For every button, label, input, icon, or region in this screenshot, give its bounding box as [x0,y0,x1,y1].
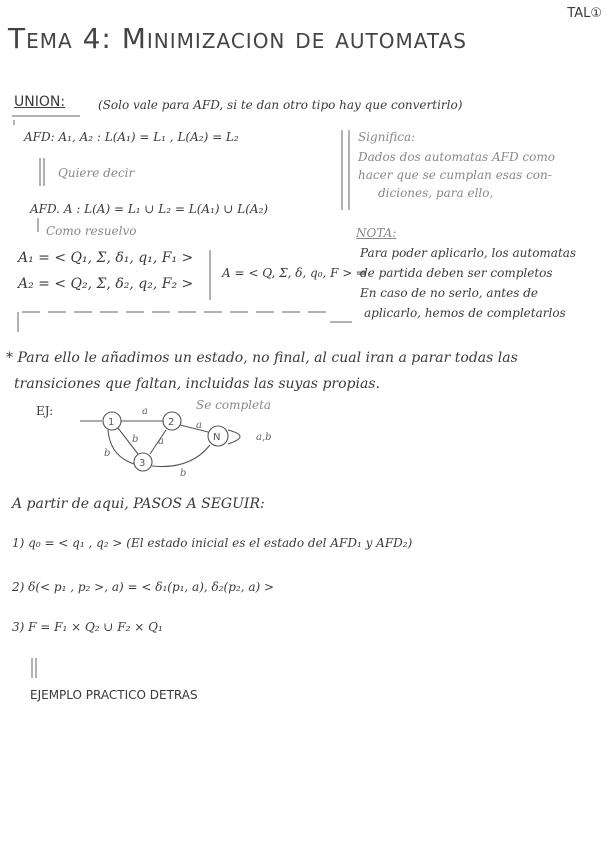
page-tag: TAL① [567,6,602,21]
state-3-label: 3 [139,458,146,469]
quiere-decir: Quiere decir [58,166,135,180]
state-n-label: N [213,432,221,443]
completion-line-1: * Para ello le añadimos un estado, no final, al cual iran a parar todas las [6,350,518,366]
a-tuple: A = < Q, Σ, δ, q₀, F > ⇒ [222,266,367,280]
nota-text-4: aplicarlo, hemos de completarlos [364,306,566,320]
ejemplo-label: EJEMPLO PRACTICO DETRAS [30,688,198,702]
edge-label-3: b [132,434,139,445]
significa-text-2: hacer que se cumplan esas con- [358,168,552,182]
significa-text-3: diciones, para ello, [378,186,494,200]
state-2-label: 2 [168,417,175,428]
edge-label-2: a [196,420,202,431]
edge-label-1: a [142,406,148,417]
afd-result: AFD. A : L(A) = L₁ ∪ L₂ = L(A₁) ∪ L(A₂) [30,202,269,216]
a1-tuple: A₁ = < Q₁, Σ, δ₁, q₁, F₁ > [18,250,194,266]
union-note: (Solo vale para AFD, si te dan otro tipo hay que convertirlo) [98,98,463,112]
edge-label-6: b [180,468,187,479]
state-1-label: 1 [108,417,115,428]
nota-text-2: de partida deben ser completos [360,266,553,280]
nota-label: NOTA: [356,226,397,240]
steps-intro: A partir de aqui, PASOS A SEGUIR: [12,496,265,512]
step-3: 3) F = F₁ × Q₂ ∪ F₂ × Q₁ [12,620,163,634]
union-heading: UNION: [14,94,66,110]
a2-tuple: A₂ = < Q₂, Σ, δ₂, q₂, F₂ > [18,276,194,292]
ej-label: EJ: [36,404,54,418]
edge-label-4: a [158,436,164,447]
nota-text-3: En caso de no serlo, antes de [360,286,538,300]
completion-line-2: transiciones que faltan, incluidas las suyas propias. [14,376,380,392]
como-resuelvo: Como resuelvo [46,224,137,238]
significa-text-1: Dados dos automatas AFD como [358,150,555,164]
page-title: Tema 4: Minimizacion de automatas [8,22,467,55]
nota-text-1: Para poder aplicarlo, los automatas [360,246,577,260]
significa-label: Significa: [358,130,416,144]
edge-label-5: b [104,448,111,459]
step-2: 2) δ(< p₁ , p₂ >, a) = < δ₁(p₁, a), δ₂(p₂, a) > [12,580,275,594]
step-1: 1) q₀ = < q₁ , q₂ > (El estado inicial es el estado del AFD₁ y AFD₂) [12,536,413,550]
edge-label-7: a,b [256,432,272,443]
se-completa-label: Se completa [196,398,272,412]
afd-line: AFD: A₁, A₂ : L(A₁) = L₁ , L(A₂) = L₂ [24,130,239,144]
